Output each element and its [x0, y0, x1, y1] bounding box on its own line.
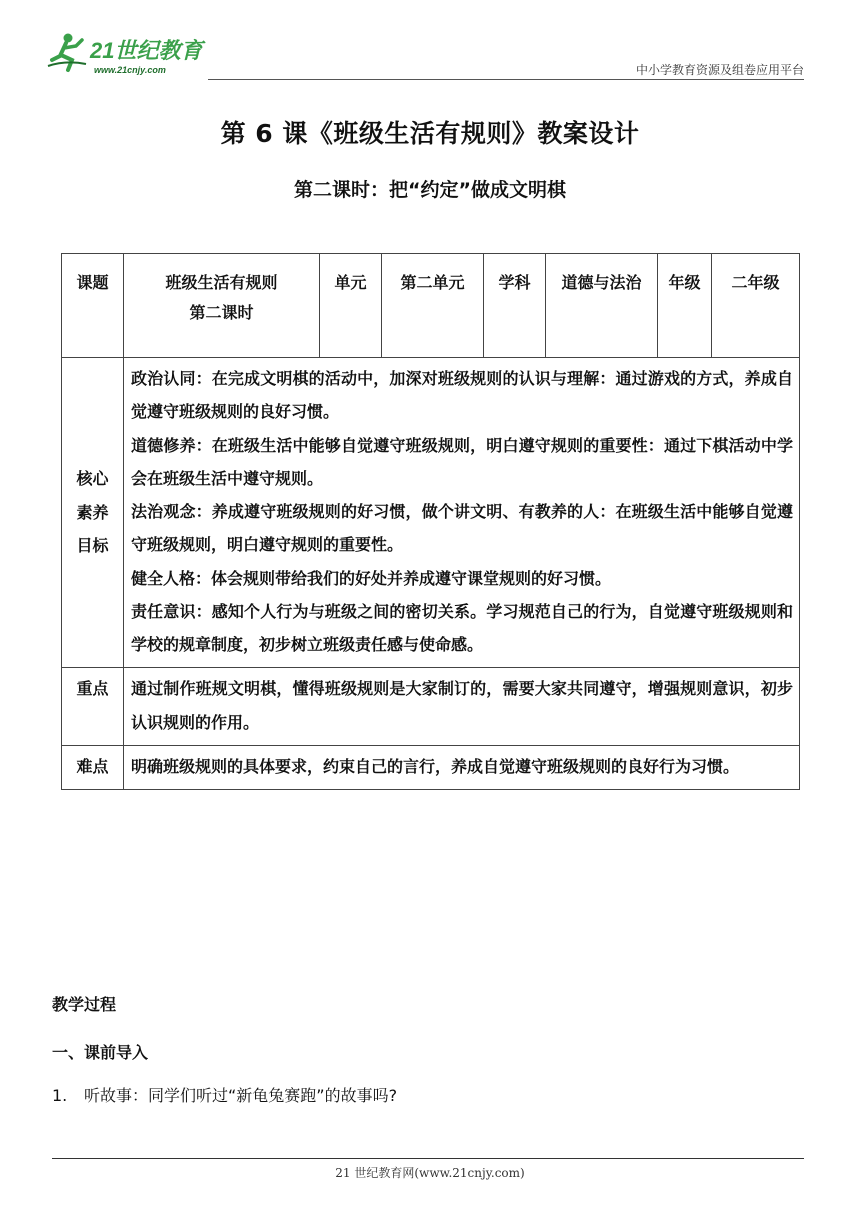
subject-label: 学科	[484, 254, 546, 358]
core-label-3: 目标	[76, 536, 109, 556]
key-content: 通过制作班规文明棋，懂得班级规则是大家制订的，需要大家共同遵守，增强规则意识，初步认识规则的作用。	[124, 668, 800, 746]
difficulty-label: 难点	[62, 745, 124, 789]
key-row	[62, 668, 800, 746]
core-label-1: 核心	[76, 469, 109, 489]
core-item: 政治认同：在完成文明棋的活动中，加深对班级规则的认识与理解：通过游戏的方式，养成自觉遵守班级规则的良好习惯。	[131, 369, 793, 422]
core-item: 法治观念：养成遵守班级规则的好习惯，做个讲文明、有教养的人：在班级生活中能够自觉遵守班级规则，明白遵守规则的重要性。	[131, 502, 793, 555]
header-divider	[208, 79, 804, 80]
logo-text: 21世纪教育	[90, 38, 203, 63]
unit-value: 第二单元	[382, 254, 484, 358]
platform-text: 中小学教育资源及组卷应用平台	[635, 63, 804, 77]
list-item	[52, 1083, 397, 1106]
core-label	[62, 358, 124, 668]
table-header-row	[62, 254, 800, 358]
footer-text: 21 世纪教育网(www.21cnjy.com)	[335, 1166, 525, 1180]
core-item: 健全人格：体会规则带给我们的好处并养成遵守课堂规则的好习惯。	[131, 568, 612, 588]
core-label-2: 素养	[76, 502, 109, 522]
page-title: 第 6 课《班级生活有规则》教案设计	[220, 119, 640, 148]
grade-label: 年级	[658, 254, 712, 358]
grade-value: 二年级	[712, 254, 800, 358]
process-title: 教学过程	[52, 995, 117, 1014]
site-logo	[46, 30, 216, 78]
logo-url: www.21cnjy.com	[94, 65, 166, 75]
key-label: 重点	[62, 668, 124, 746]
topic-value	[124, 254, 320, 358]
lesson-plan-table	[61, 253, 800, 790]
section-title: 一、课前导入	[52, 1043, 149, 1062]
page-header	[0, 0, 860, 80]
footer-divider	[52, 1158, 804, 1159]
runner-icon	[48, 34, 86, 71]
core-content	[124, 358, 800, 668]
core-item: 责任意识：感知个人行为与班级之间的密切关系。学习规范自己的行为，自觉遵守班级规则和学校的规章制度，初步树立班级责任感与使命感。	[131, 601, 793, 655]
item-text: 听故事：同学们听过“新龟兔赛跑”的故事吗?	[84, 1086, 398, 1105]
item-number: 1.	[52, 1086, 68, 1105]
page-subtitle: 第二课时：把“约定”做成文明棋	[294, 179, 566, 201]
core-row	[62, 358, 800, 668]
topic-line-1: 班级生活有规则	[165, 273, 278, 292]
subject-value: 道德与法治	[546, 254, 658, 358]
unit-label: 单元	[320, 254, 382, 358]
core-item: 道德修养：在班级生活中能够自觉遵守班级规则，明白遵守规则的重要性：通过下棋活动中学会在班级生活中遵守规则。	[131, 435, 793, 488]
difficulty-row	[62, 745, 800, 789]
topic-label: 课题	[62, 254, 124, 358]
difficulty-content: 明确班级规则的具体要求，约束自己的言行，养成自觉遵守班级规则的良好行为习惯。	[124, 745, 800, 789]
topic-line-2: 第二课时	[189, 303, 254, 323]
